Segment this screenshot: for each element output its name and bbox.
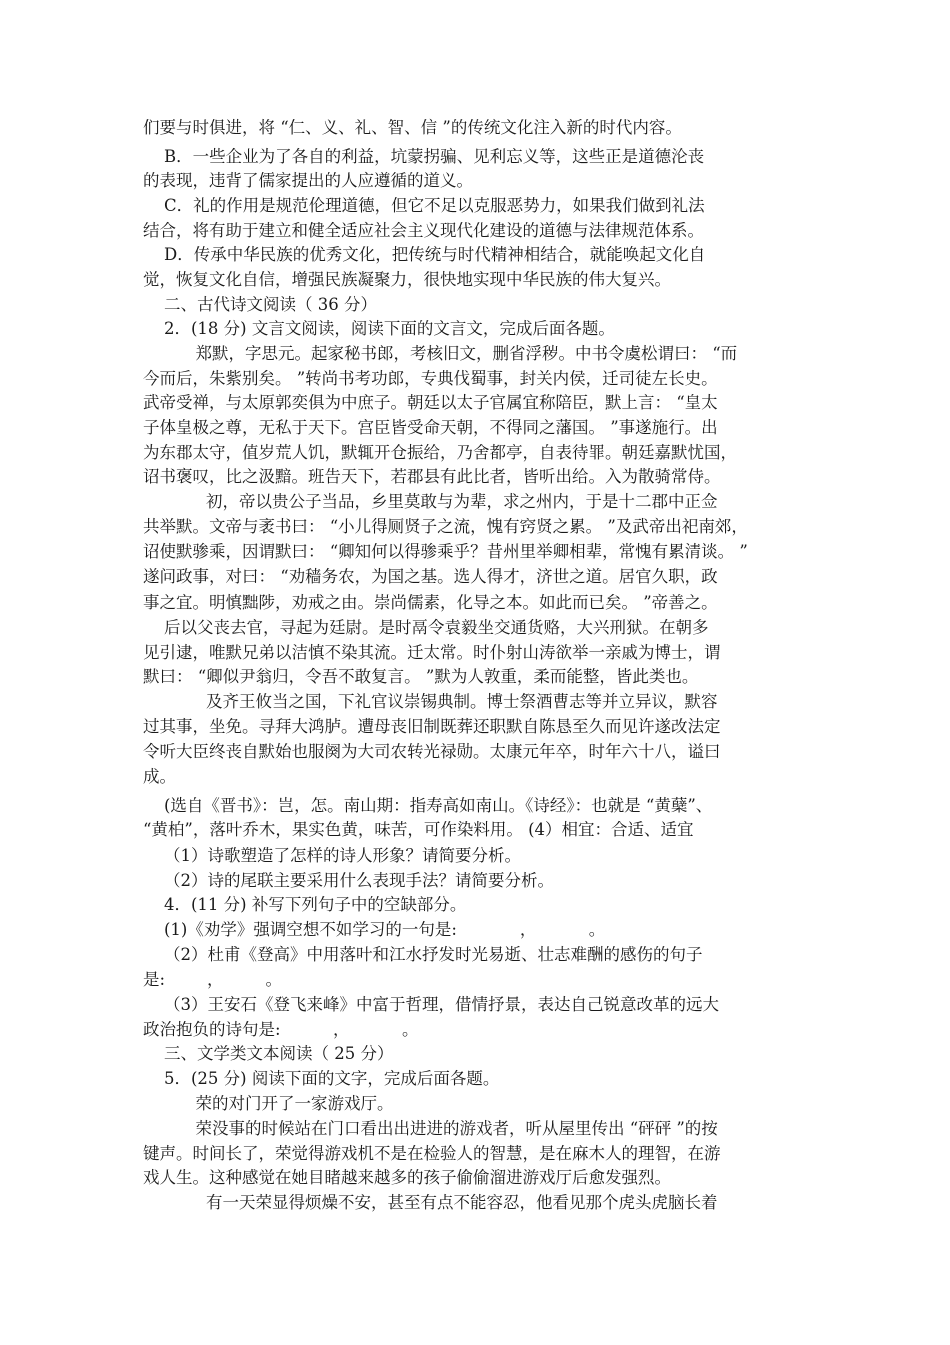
text-line: (选自《晋书》：岂，怎。南山期：指寿高如南山。《诗经》：也就是 “黄蘖”、 bbox=[143, 796, 713, 815]
text-line: (1)《劝学》强调空想不如学习的一句是: ， 。 bbox=[143, 920, 606, 939]
text-line: 见引逮，唯默兄弟以洁慎不染其流。迁太常。时仆射山涛欲举一亲戚为博士，谓 bbox=[143, 643, 721, 662]
text-line: 令听大臣终丧自默始也服阕为大司农转光禄勋。太康元年卒，时年六十八，谥曰 bbox=[143, 742, 721, 761]
text-line: 及齐王攸当之国，下礼官议崇锡典制。博士祭酒曹志等并立异议，默容 bbox=[143, 692, 718, 711]
question-heading: 4．(11 分) 补写下列句子中的空缺部分。 bbox=[143, 895, 467, 914]
text-line: 共举默。文帝与袤书曰： “小儿得厕贤子之流，愧有窍贤之累。 ”及武帝出祀南郊， bbox=[143, 517, 748, 536]
text-line: 今而后，朱紫别矣。 ”转尚书考功郎，专典伐蜀事，封关内侯，迁司徒左长史。 bbox=[143, 369, 718, 388]
text-line: 们要与时俱进，将 “仁、义、礼、智、信 ”的传统文化注入新的时代内容。 bbox=[143, 118, 682, 137]
text-line: “黄柏”，落叶乔木，果实色黄，味苦，可作染料用。 (4）相宜：合适、适宜 bbox=[143, 820, 694, 839]
text-line: 荣没事的时候站在门口看出出进进的游戏者，听从屋里传出 “砰砰 ”的按 bbox=[143, 1119, 718, 1138]
question-heading: 5．(25 分) 阅读下面的文字，完成后面各题。 bbox=[143, 1069, 500, 1088]
text-line: （2）杜甫《登高》中用落叶和江水抒发时光易逝、壮志难酬的感伤的句子 bbox=[143, 945, 703, 964]
text-line: 荣的对门开了一家游戏厅。 bbox=[143, 1094, 394, 1113]
section-heading: 二、古代诗文阅读（ 36 分） bbox=[143, 295, 377, 314]
text-line: （3）王安石《登飞来峰》中富于哲理，借情抒景，表达自己锐意改革的远大 bbox=[143, 995, 719, 1014]
text-line: 戏人生。这种感觉在她目睹越来越多的孩子偷偷溜进游戏厅后愈发强烈。 bbox=[143, 1168, 671, 1187]
text-line: 遂问政事，对曰： “劝穑务农，为国之基。选人得才，济世之道。居官久职，政 bbox=[143, 567, 718, 586]
text-line: 事之宜。明慎黜陟，劝戒之由。崇尚儒素，化导之本。如此而已矣。 ”帝善之。 bbox=[143, 593, 718, 612]
text-line: 过其事，坐免。寻拜大鸿胪。遭母丧旧制既葬还职默自陈恳至久而见许遂改法定 bbox=[143, 717, 721, 736]
text-line: 初，帝以贵公子当品，乡里莫敢与为辈，求之州内，于是十二郡中正佥 bbox=[143, 492, 718, 511]
text-line: B．一些企业为了各自的利益，坑蒙拐骗、见利忘义等，这些正是道德沦丧 bbox=[143, 147, 705, 166]
text-line: （2）诗的尾联主要采用什么表现手法？请简要分析。 bbox=[143, 871, 554, 890]
text-line: （1）诗歌塑造了怎样的诗人形象？请简要分析。 bbox=[143, 846, 521, 865]
text-line: 是: ， 。 bbox=[143, 970, 282, 989]
text-line: 成。 bbox=[143, 767, 176, 786]
text-line: 为东郡太守，值岁荒人饥，默辄开仓振给，乃舍都亭，自表待罪。朝廷嘉默忧国， bbox=[143, 443, 737, 462]
text-line: 政治抱负的诗句是: ， 。 bbox=[143, 1020, 419, 1039]
text-line: 郑默，字思元。起家秘书郎，考核旧文，删省浮秽。中书令虞松谓曰： “而 bbox=[143, 344, 738, 363]
text-line: 子体皇极之尊，无私于天下。宫臣皆受命天朝，不得同之藩国。 ”事遂施行。出 bbox=[143, 418, 718, 437]
text-line: C．礼的作用是规范伦理道德，但它不足以克服恶势力，如果我们做到礼法 bbox=[143, 196, 705, 215]
text-line: 诏使默骖乘，因谓默曰： “卿知何以得骖乘乎？昔州里举卿相辈，常愧有累清谈。 ” bbox=[143, 542, 748, 561]
text-line: 后以父丧去官，寻起为廷尉。是时鬲令袁毅坐交通货赂，大兴刑狱。在朝多 bbox=[143, 618, 709, 637]
text-line: 默曰： “卿似尹翁归，令吾不敢复言。 ”默为人敦重，柔而能整，皆此类也。 bbox=[143, 667, 699, 686]
text-line: 觉，恢复文化自信，增强民族凝聚力，很快地实现中华民族的伟大复兴。 bbox=[143, 270, 671, 289]
section-heading: 三、文学类文本阅读（ 25 分） bbox=[143, 1044, 394, 1063]
text-line: D．传承中华民族的优秀文化，把传统与时代精神相结合，就能唤起文化自 bbox=[143, 245, 706, 264]
text-line: 结合，将有助于建立和健全适应社会主义现代化建设的道德与法律规范体系。 bbox=[143, 221, 704, 240]
text-line: 武帝受禅，与太原郭奕俱为中庶子。朝廷以太子官属宜称陪臣，默上言： “皇太 bbox=[143, 393, 718, 412]
text-line: 键声。时间长了，荣觉得游戏机不是在检验人的智慧，是在麻木人的理智，在游 bbox=[143, 1144, 721, 1163]
question-heading: 2．(18 分) 文言文阅读，阅读下面的文言文，完成后面各题。 bbox=[143, 319, 615, 338]
text-line: 有一天荣显得烦燥不安，甚至有点不能容忍，他看见那个虎头虎脑长着 bbox=[143, 1193, 718, 1212]
text-line: 的表现，违背了儒家提出的人应遵循的道义。 bbox=[143, 171, 473, 190]
text-line: 诏书褒叹，比之汲黯。班告天下，若郡县有此比者，皆听出给。入为散骑常侍。 bbox=[143, 467, 721, 486]
